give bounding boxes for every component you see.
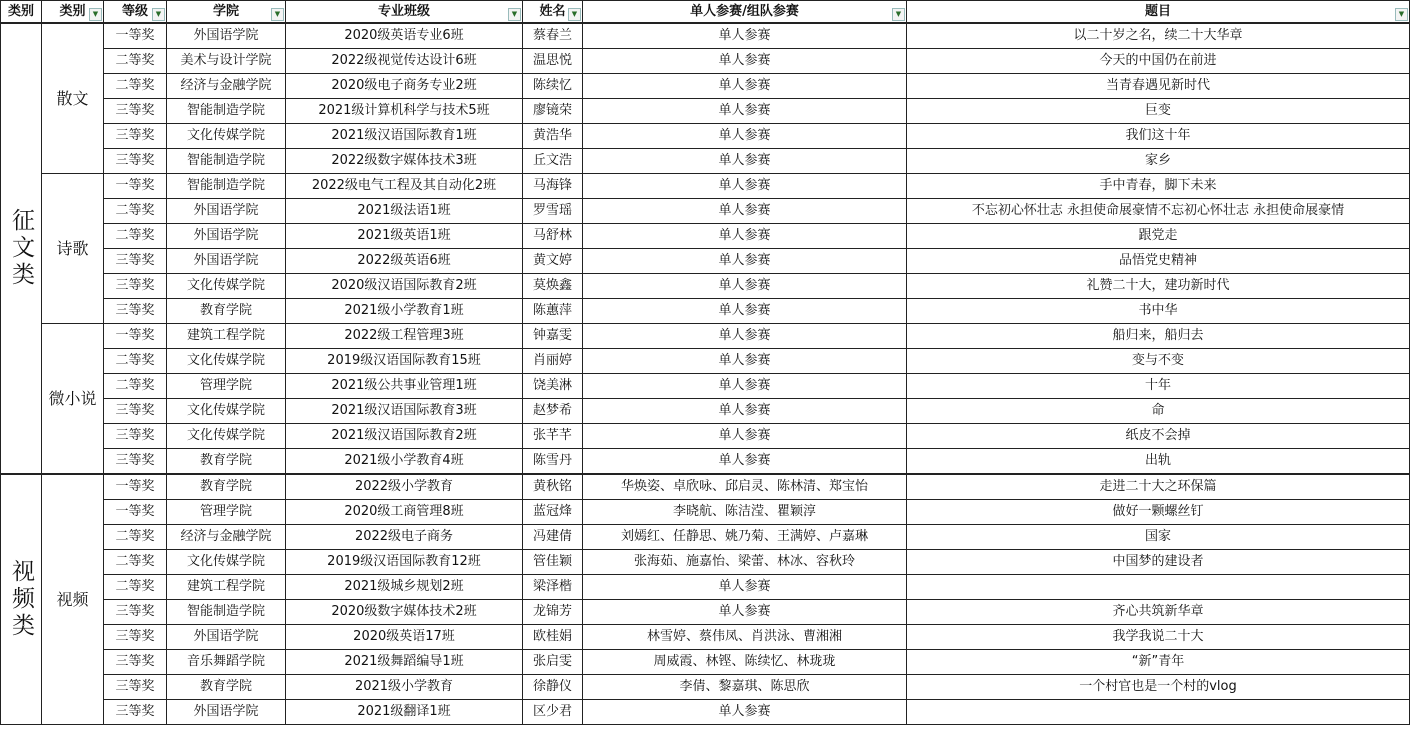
level-cell[interactable]: 三等奖 [104,99,167,124]
college-cell[interactable]: 文化传媒学院 [167,424,286,449]
level-cell[interactable]: 二等奖 [104,74,167,99]
college-cell[interactable]: 管理学院 [167,500,286,525]
participation-cell[interactable]: 单人参赛 [583,49,907,74]
level-cell[interactable]: 二等奖 [104,575,167,600]
name-cell[interactable]: 冯建倩 [523,525,583,550]
college-cell[interactable]: 智能制造学院 [167,174,286,199]
participation-cell[interactable]: 单人参赛 [583,424,907,449]
college-cell[interactable]: 教育学院 [167,449,286,475]
title-cell[interactable]: 命 [907,399,1410,424]
title-cell[interactable]: 船归来，船归去 [907,324,1410,349]
participation-cell[interactable]: 单人参赛 [583,449,907,475]
level-cell[interactable]: 一等奖 [104,324,167,349]
name-cell[interactable]: 龙锦芳 [523,600,583,625]
college-cell[interactable]: 文化传媒学院 [167,550,286,575]
col-header-name[interactable]: 姓名 ▼ [523,1,583,24]
class-cell[interactable]: 2020级英语17班 [286,625,523,650]
table-row [1,525,1410,550]
title-cell[interactable]: 跟党走 [907,224,1410,249]
title-cell[interactable]: 巨变 [907,99,1410,124]
level-cell[interactable]: 三等奖 [104,650,167,675]
title-cell[interactable]: 家乡 [907,149,1410,174]
table-row [1,625,1410,650]
level-cell[interactable]: 三等奖 [104,700,167,725]
level-cell[interactable]: 三等奖 [104,424,167,449]
participation-cell[interactable]: 刘嫣红、任静思、姚乃菊、王满婷、卢嘉琳 [583,525,907,550]
table-row [1,274,1410,299]
class-cell[interactable]: 2020级电子商务专业2班 [286,74,523,99]
table-row [1,575,1410,600]
table-row [1,299,1410,324]
name-cell[interactable]: 廖镜荣 [523,99,583,124]
class-cell[interactable]: 2021级汉语国际教育1班 [286,124,523,149]
table-row [1,99,1410,124]
table-row [1,149,1410,174]
table-row [1,650,1410,675]
name-cell[interactable]: 丘文浩 [523,149,583,174]
level-cell[interactable]: 一等奖 [104,500,167,525]
college-cell[interactable]: 文化传媒学院 [167,124,286,149]
title-cell[interactable]: 变与不变 [907,349,1410,374]
class-cell[interactable]: 2021级城乡规划2班 [286,575,523,600]
participation-cell[interactable]: 单人参赛 [583,149,907,174]
col-header-type[interactable]: 类别 [1,1,42,24]
table-row [1,224,1410,249]
table-row [1,449,1410,475]
table-row [1,49,1410,74]
title-cell[interactable]: 以二十岁之名，续二十大华章 [907,23,1410,49]
title-cell[interactable]: 品悟党史精神 [907,249,1410,274]
title-cell[interactable] [907,575,1410,600]
table-row [1,600,1410,625]
table-body [1,23,1410,725]
name-cell[interactable]: 黄秋铭 [523,474,583,500]
title-cell[interactable]: 书中华 [907,299,1410,324]
participation-cell[interactable]: 单人参赛 [583,124,907,149]
college-cell[interactable]: 经济与金融学院 [167,525,286,550]
title-cell[interactable]: 礼赞二十大，建功新时代 [907,274,1410,299]
col-header-subtype[interactable]: 类别 ▼ [42,1,104,24]
class-cell[interactable]: 2020级汉语国际教育2班 [286,274,523,299]
class-cell[interactable]: 2021级小学教育4班 [286,449,523,475]
class-cell[interactable]: 2021级舞蹈编导1班 [286,650,523,675]
level-cell[interactable]: 三等奖 [104,149,167,174]
college-cell[interactable]: 教育学院 [167,299,286,324]
college-cell[interactable]: 外国语学院 [167,199,286,224]
table-row [1,474,1410,500]
name-cell[interactable]: 张芊芊 [523,424,583,449]
name-cell[interactable]: 莫焕鑫 [523,274,583,299]
name-cell[interactable]: 罗雪瑶 [523,199,583,224]
college-cell[interactable]: 外国语学院 [167,249,286,274]
college-cell[interactable]: 外国语学院 [167,224,286,249]
name-cell[interactable]: 梁泽楷 [523,575,583,600]
participation-cell[interactable]: 单人参赛 [583,600,907,625]
class-cell[interactable]: 2020级数字媒体技术2班 [286,600,523,625]
class-cell[interactable]: 2022级视觉传达设计6班 [286,49,523,74]
class-cell[interactable]: 2020级工商管理8班 [286,500,523,525]
class-cell[interactable]: 2022级工程管理3班 [286,324,523,349]
title-cell[interactable]: 齐心共筑新华章 [907,600,1410,625]
filter-dropdown-icon[interactable]: ▼ [1395,8,1408,21]
subcategory-cell[interactable]: 诗歌 [42,174,104,324]
category-cell[interactable]: 征文类 [1,23,42,474]
level-cell[interactable]: 一等奖 [104,474,167,500]
class-cell[interactable]: 2021级汉语国际教育3班 [286,399,523,424]
title-cell[interactable]: 中国梦的建设者 [907,550,1410,575]
filter-dropdown-icon[interactable]: ▼ [271,8,284,21]
table-row [1,349,1410,374]
participation-cell[interactable]: 单人参赛 [583,575,907,600]
level-cell[interactable]: 三等奖 [104,600,167,625]
col-header-college[interactable]: 学院 ▼ [167,1,286,24]
name-cell[interactable]: 张启雯 [523,650,583,675]
level-cell[interactable]: 二等奖 [104,49,167,74]
table-row [1,374,1410,399]
table-row [1,174,1410,199]
level-cell[interactable]: 三等奖 [104,449,167,475]
college-cell[interactable]: 教育学院 [167,474,286,500]
class-cell[interactable]: 2021级法语1班 [286,199,523,224]
header-row [1,1,1410,24]
col-header-class[interactable]: 专业班级 ▼ [286,1,523,24]
name-cell[interactable]: 黄文婷 [523,249,583,274]
table-row [1,399,1410,424]
participation-cell[interactable]: 单人参赛 [583,174,907,199]
level-cell[interactable]: 一等奖 [104,174,167,199]
name-cell[interactable]: 肖丽婷 [523,349,583,374]
college-cell[interactable]: 文化传媒学院 [167,274,286,299]
college-cell[interactable]: 智能制造学院 [167,600,286,625]
subcategory-cell[interactable]: 微小说 [42,324,104,475]
class-cell[interactable]: 2021级计算机科学与技术5班 [286,99,523,124]
name-cell[interactable]: 蔡春兰 [523,23,583,49]
participation-cell[interactable]: 李晓航、陈洁滢、瞿颖淳 [583,500,907,525]
college-cell[interactable]: 智能制造学院 [167,99,286,124]
level-cell[interactable]: 三等奖 [104,399,167,424]
college-cell[interactable]: 经济与金融学院 [167,74,286,99]
participation-cell[interactable]: 李倩、黎嘉琪、陈思欣 [583,675,907,700]
name-cell[interactable]: 黄浩华 [523,124,583,149]
college-cell[interactable]: 管理学院 [167,374,286,399]
title-cell[interactable]: 做好一颗螺丝钉 [907,500,1410,525]
level-cell[interactable]: 一等奖 [104,23,167,49]
name-cell[interactable]: 陈续忆 [523,74,583,99]
name-cell[interactable]: 饶美淋 [523,374,583,399]
name-cell[interactable]: 钟嘉雯 [523,324,583,349]
college-cell[interactable]: 文化传媒学院 [167,349,286,374]
participation-cell[interactable]: 单人参赛 [583,274,907,299]
level-cell[interactable]: 二等奖 [104,224,167,249]
title-cell[interactable] [907,700,1410,725]
level-cell[interactable]: 三等奖 [104,675,167,700]
class-cell[interactable]: 2022级小学教育 [286,474,523,500]
title-cell[interactable]: 今天的中国仍在前进 [907,49,1410,74]
level-cell[interactable]: 二等奖 [104,525,167,550]
title-cell[interactable]: 当青春遇见新时代 [907,74,1410,99]
class-cell[interactable]: 2022级英语6班 [286,249,523,274]
college-cell[interactable]: 美术与设计学院 [167,49,286,74]
class-cell[interactable]: 2021级公共事业管理1班 [286,374,523,399]
name-cell[interactable]: 赵梦希 [523,399,583,424]
title-cell[interactable]: 出轨 [907,449,1410,475]
table-row [1,675,1410,700]
participation-cell[interactable]: 张海茹、施嘉怡、梁蕾、林冰、容秋玲 [583,550,907,575]
name-cell[interactable]: 管佳颖 [523,550,583,575]
college-cell[interactable]: 外国语学院 [167,23,286,49]
title-cell[interactable]: 我们这十年 [907,124,1410,149]
college-cell[interactable]: 智能制造学院 [167,149,286,174]
participation-cell[interactable]: 单人参赛 [583,199,907,224]
name-cell[interactable]: 区少君 [523,700,583,725]
class-cell[interactable]: 2019级汉语国际教育15班 [286,349,523,374]
name-cell[interactable]: 蓝冠烽 [523,500,583,525]
level-cell[interactable]: 三等奖 [104,124,167,149]
table-row [1,23,1410,49]
participation-cell[interactable]: 单人参赛 [583,324,907,349]
col-header-title[interactable]: 题目 ▼ [907,1,1410,24]
category-cell[interactable]: 视频类 [1,474,42,725]
participation-cell[interactable]: 单人参赛 [583,249,907,274]
level-cell[interactable]: 二等奖 [104,349,167,374]
participation-cell[interactable]: 单人参赛 [583,23,907,49]
participation-cell[interactable]: 单人参赛 [583,700,907,725]
level-cell[interactable]: 二等奖 [104,199,167,224]
participation-cell[interactable]: 林雪婷、蔡伟凤、肖洪泳、曹湘湘 [583,625,907,650]
participation-cell[interactable]: 华焕姿、卓欣咏、邱启灵、陈林清、郑宝怡 [583,474,907,500]
title-cell[interactable]: 我学我说二十大 [907,625,1410,650]
title-cell[interactable]: 十年 [907,374,1410,399]
level-cell[interactable]: 二等奖 [104,374,167,399]
college-cell[interactable]: 建筑工程学院 [167,324,286,349]
participation-cell[interactable]: 单人参赛 [583,74,907,99]
class-cell[interactable]: 2020级英语专业6班 [286,23,523,49]
class-cell[interactable]: 2019级汉语国际教育12班 [286,550,523,575]
college-cell[interactable]: 音乐舞蹈学院 [167,650,286,675]
name-cell[interactable]: 马海锋 [523,174,583,199]
name-cell[interactable]: 徐静仪 [523,675,583,700]
participation-cell[interactable]: 周威霞、林铿、陈续忆、林珑珑 [583,650,907,675]
class-cell[interactable]: 2021级汉语国际教育2班 [286,424,523,449]
class-cell[interactable]: 2022级电子商务 [286,525,523,550]
table-row [1,500,1410,525]
college-cell[interactable]: 建筑工程学院 [167,575,286,600]
title-cell[interactable]: 一个村官也是一个村的vlog [907,675,1410,700]
name-cell[interactable]: 陈蕙萍 [523,299,583,324]
table-row [1,324,1410,349]
subcategory-cell[interactable]: 散文 [42,23,104,174]
name-cell[interactable]: 温思悦 [523,49,583,74]
title-cell[interactable]: 手中青春，脚下未来 [907,174,1410,199]
subcategory-cell[interactable]: 视频 [42,474,104,725]
title-cell[interactable]: “新”青年 [907,650,1410,675]
table-row [1,124,1410,149]
level-cell[interactable]: 二等奖 [104,550,167,575]
table-row [1,700,1410,725]
title-cell[interactable]: 走进二十大之环保篇 [907,474,1410,500]
filter-dropdown-icon[interactable]: ▼ [152,8,165,21]
filter-dropdown-icon[interactable]: ▼ [892,8,905,21]
level-cell[interactable]: 三等奖 [104,274,167,299]
class-cell[interactable]: 2021级翻译1班 [286,700,523,725]
college-cell[interactable]: 外国语学院 [167,625,286,650]
participation-cell[interactable]: 单人参赛 [583,99,907,124]
title-cell[interactable]: 国家 [907,525,1410,550]
filter-dropdown-icon[interactable]: ▼ [568,8,581,21]
table-row [1,249,1410,274]
name-cell[interactable]: 马舒林 [523,224,583,249]
level-cell[interactable]: 三等奖 [104,299,167,324]
col-header-level[interactable]: 等级 ▼ [104,1,167,24]
table-row [1,424,1410,449]
participation-cell[interactable]: 单人参赛 [583,299,907,324]
name-cell[interactable]: 陈雪丹 [523,449,583,475]
college-cell[interactable]: 文化传媒学院 [167,399,286,424]
class-cell[interactable]: 2021级小学教育 [286,675,523,700]
college-cell[interactable]: 教育学院 [167,675,286,700]
class-cell[interactable]: 2021级英语1班 [286,224,523,249]
class-cell[interactable]: 2022级电气工程及其自动化2班 [286,174,523,199]
level-cell[interactable]: 三等奖 [104,249,167,274]
participation-cell[interactable]: 单人参赛 [583,349,907,374]
level-cell[interactable]: 三等奖 [104,625,167,650]
filter-dropdown-icon[interactable]: ▼ [89,8,102,21]
table-row [1,74,1410,99]
table-row [1,199,1410,224]
title-cell[interactable]: 不忘初心怀壮志 永担使命展豪情不忘初心怀壮志 永担使命展豪情 [907,199,1410,224]
class-cell[interactable]: 2022级数字媒体技术3班 [286,149,523,174]
participation-cell[interactable]: 单人参赛 [583,224,907,249]
participation-cell[interactable]: 单人参赛 [583,399,907,424]
college-cell[interactable]: 外国语学院 [167,700,286,725]
title-cell[interactable]: 纸皮不会掉 [907,424,1410,449]
col-header-participation[interactable]: 单人参赛/组队参赛 ▼ [583,1,907,24]
table-row [1,550,1410,575]
name-cell[interactable]: 欧桂娟 [523,625,583,650]
class-cell[interactable]: 2021级小学教育1班 [286,299,523,324]
filter-dropdown-icon[interactable]: ▼ [508,8,521,21]
participation-cell[interactable]: 单人参赛 [583,374,907,399]
